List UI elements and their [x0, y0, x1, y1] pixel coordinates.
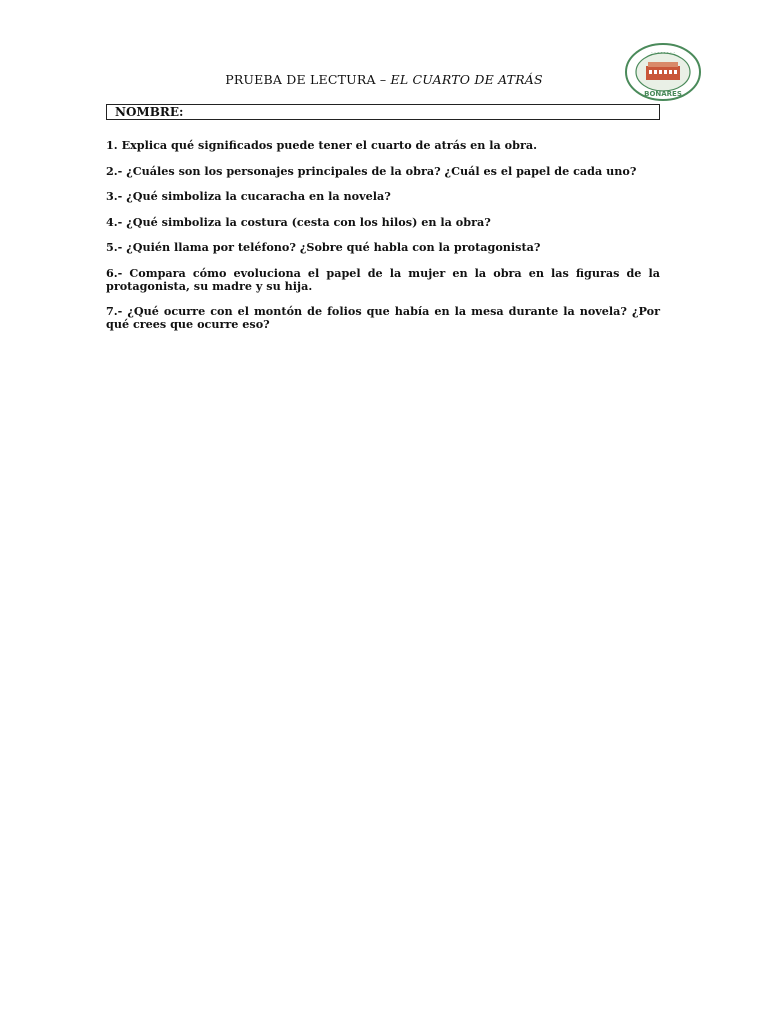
school-logo-icon: [624, 42, 702, 102]
school-logo: [624, 42, 702, 102]
svg-text:· · · · · · · ·: · · · · · · · ·: [651, 50, 675, 56]
question-item: 6.- Compara cómo evoluciona el papel de la mujer en la obra en las figuras de la protagonista, su madre y su hija.: [106, 265, 660, 293]
title-book-name: EL CUARTO DE ATRÁS: [390, 72, 543, 87]
question-item: 1. Explica qué significados puede tener el cuarto de atrás en la obra.: [106, 138, 538, 152]
question-item: 2.- ¿Cuáles son los personajes principales de la obra? ¿Cuál es el papel de cada uno?: [106, 163, 637, 178]
name-label: NOMBRE:: [115, 105, 184, 119]
question-item: 4.- ¿Qué simboliza la costura (cesta con los hilos) en la obra?: [106, 214, 491, 229]
name-field[interactable]: [106, 104, 660, 120]
question-list: [106, 139, 660, 344]
question-item: 5.- ¿Quién llama por teléfono? ¿Sobre qué habla con la protagonista?: [106, 240, 541, 254]
question-item: 3.- ¿Qué simboliza la cucaracha en la novela?: [106, 189, 391, 203]
title-plain: PRUEBA DE LECTURA –: [225, 72, 391, 87]
question-item: 7.- ¿Qué ocurre con el montón de folios que había en la mesa durante la novela? ¿Por qué crees que ocurre eso?: [106, 304, 660, 331]
logo-caption: BONARES: [644, 90, 682, 98]
document-title: [100, 72, 668, 87]
